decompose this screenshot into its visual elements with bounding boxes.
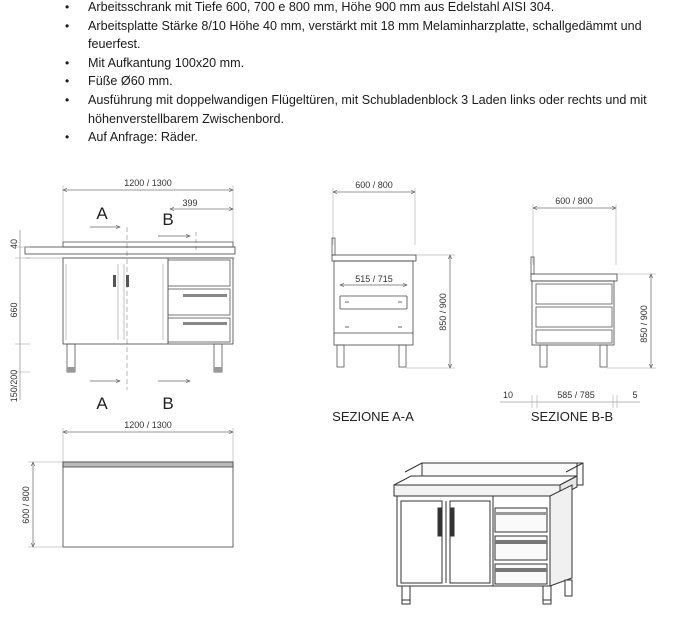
bullet-icon: •	[65, 18, 70, 33]
section-a-height-label: 850 / 900	[438, 293, 448, 331]
body-height-label: 660	[9, 302, 19, 318]
plan-depth-label: 600 / 800	[21, 486, 31, 524]
section-a-inner-label: 515 / 715	[355, 274, 393, 284]
section-a-bottom-label: A	[96, 394, 108, 413]
section-b-top-label: B	[162, 210, 174, 229]
section-b-left-gap-label: 10	[502, 390, 514, 400]
spec-text: Arbeitsplatte Stärke 8/10 Höhe 40 mm, verstärkt mit 18 mm Melaminharzplatte, schallgedämmt und feuerfest.	[88, 18, 642, 52]
plan-view	[28, 428, 233, 547]
spec-text: Ausführung mit doppelwandigen Flügeltüren, mit Schubladenblock 3 Laden links oder rechts und mit höhenverstellbarem Zwischenbord.	[88, 92, 647, 126]
leg-height-label: 150/200	[9, 369, 19, 403]
section-b-view	[500, 204, 656, 408]
section-b-bottom-label: B	[162, 394, 174, 413]
isometric-view	[394, 463, 583, 604]
bullet-icon: •	[65, 74, 70, 89]
section-b-right-gap-label: 5	[632, 390, 638, 400]
section-a-title: SEZIONE A-A	[332, 409, 414, 424]
top-height-label: 40	[9, 238, 19, 250]
plan-width-label: 1200 / 1300	[124, 420, 172, 430]
bullet-icon: •	[65, 92, 70, 107]
section-a-top-label: A	[96, 204, 108, 223]
bullet-icon: •	[65, 55, 70, 70]
section-b-title: SEZIONE B-B	[530, 409, 614, 424]
section-b-height-label: 850 / 900	[639, 305, 649, 343]
bullet-icon: •	[65, 0, 70, 14]
section-a-depth-label: 600 / 800	[355, 180, 393, 190]
spec-text: Arbeitsschrank mit Tiefe 600, 700 e 800 mm, Höhe 900 mm aus Edelstahl AISI 304.	[88, 0, 555, 14]
section-b-inner-label: 585 / 785	[557, 390, 595, 400]
bullet-icon: •	[65, 130, 70, 145]
spec-text: Auf Anfrage: Räder.	[88, 130, 198, 145]
front-view	[15, 185, 235, 400]
front-offset-label: 399	[182, 198, 198, 208]
section-b-depth-label: 600 / 800	[555, 196, 593, 206]
spec-text: Mit Aufkantung 100x20 mm.	[88, 55, 245, 70]
front-width-label: 1200 / 1300	[124, 178, 172, 188]
section-a-view	[332, 188, 455, 368]
spec-text: Füße Ø60 mm.	[88, 74, 173, 89]
